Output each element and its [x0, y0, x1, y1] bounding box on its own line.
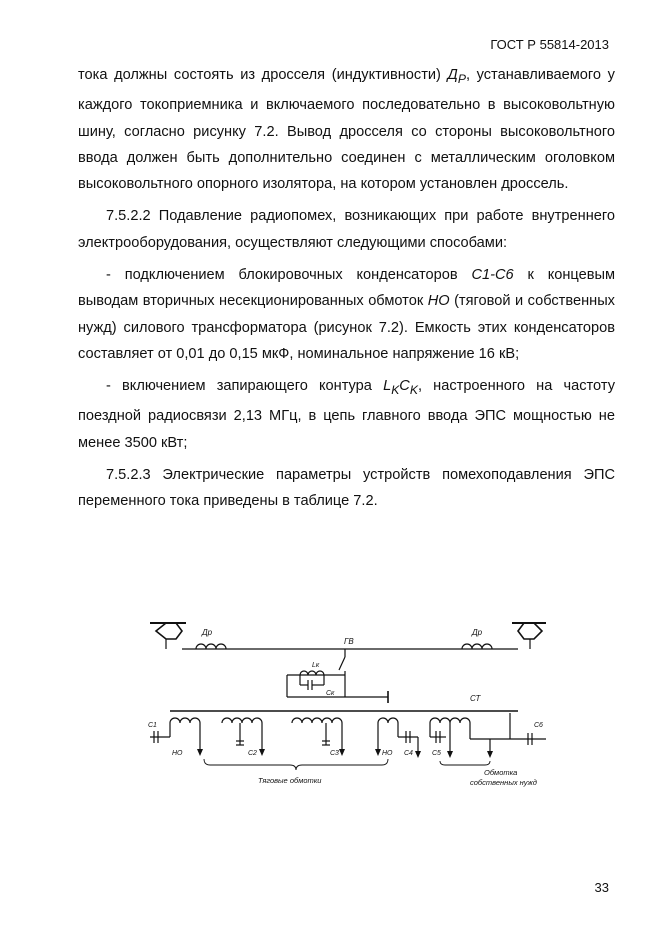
trap-circuit-symbol: [383, 378, 418, 398]
arrow-icon: [259, 749, 265, 756]
choke-symbol: [447, 67, 466, 86]
symbol-c: C: [399, 378, 410, 395]
gv-switch-icon: [339, 657, 345, 670]
label-c6: С6: [534, 722, 543, 729]
symbol-subscript: Р: [457, 71, 466, 86]
symbol-main: Д: [447, 67, 458, 83]
symbol-c-subscript: K: [409, 383, 418, 398]
text-run: , устанавливаемого у каждого токоприемника и включаемого последовательно в высоковольтную шину, согласно рисунку 7.2. Вывод дросселя со стороны высоковольтного ввода должен быть дополнительно соединен с металлическим оголовком высоковольтного опорного изолятора, на котором установлен дроссель.: [78, 67, 615, 193]
circuit-diagram: [140, 615, 550, 800]
label-dr-left: Др: [202, 628, 213, 637]
label-gv: ГВ: [344, 637, 354, 646]
text-run: , настроенного на частоту поездной радиосвязи 2,13 МГц, в цепь главного ввода ЭПС мощностью не менее 3500 кВт;: [78, 378, 615, 451]
choke-right-icon: [462, 644, 492, 649]
winding-aux-icon: [430, 718, 470, 723]
label-no1: НО: [172, 750, 183, 757]
aux-brace: [440, 761, 490, 765]
arrow-icon: [197, 749, 203, 756]
text-run: - включением запирающего контура: [106, 378, 384, 395]
symbol-l-subscript: K: [391, 383, 400, 398]
label-dr-right: Др: [472, 628, 483, 637]
paragraph-capacitors: [78, 262, 615, 367]
document-header: ГОСТ Р 55814-2013: [490, 37, 609, 52]
choke-left-icon: [196, 644, 226, 649]
winding-traction2-icon: [292, 718, 342, 723]
label-lk: Lк: [312, 662, 320, 669]
winding-no2-icon: [378, 718, 398, 723]
winding-no1-icon: [170, 718, 200, 723]
arrow-icon: [487, 751, 493, 758]
winding-traction1-icon: [222, 718, 262, 723]
label-c5: С5: [432, 750, 441, 757]
arrow-icon: [415, 751, 421, 758]
arrow-icon: [447, 751, 453, 758]
winding-symbol: НО: [427, 293, 450, 310]
arrow-icon: [375, 749, 381, 756]
label-st: СТ: [470, 694, 481, 703]
label-c1: С1: [148, 722, 157, 729]
text-run: тока должны состоять из дросселя (индуктивности): [78, 67, 448, 83]
label-aux-2: собственных нужд: [470, 778, 537, 787]
arrow-icon: [339, 749, 345, 756]
label-c3: С3: [330, 750, 339, 757]
symbol-l: L: [383, 378, 392, 395]
pantograph-right-icon: [518, 623, 542, 639]
label-c2: С2: [248, 750, 257, 757]
traction-brace: [204, 759, 388, 770]
paragraph-7-5-2-2: 7.5.2.2 Подавление радиопомех, возникающих при работе внутреннего электрооборудования, осуществляют следующими способами:: [78, 208, 615, 251]
pantograph-left-icon: [156, 623, 182, 639]
capacitor-symbols: С1-С6: [471, 266, 514, 283]
paragraph-choke: [78, 62, 615, 197]
label-traction: Тяговые обмотки: [258, 776, 322, 785]
page-number: 33: [594, 880, 609, 895]
text-run: (тяговой и собственных нужд) силового трансформатора (рисунок 7.2). Емкость этих конденсаторов составляет от 0,01 до 0,15 мкФ, номинальное напряжение 16 кВ;: [78, 293, 615, 362]
label-no2: НО: [382, 750, 393, 757]
text-run: - подключением блокировочных конденсаторов: [106, 266, 472, 283]
paragraph-trap-circuit: [78, 373, 615, 456]
label-aux-1: Обмотка: [484, 768, 518, 777]
text-run: к концевым выводам вторичных несекционированных обмоток: [78, 266, 616, 310]
body-text: [78, 62, 615, 515]
label-ck: Cк: [326, 690, 335, 697]
label-c4: С4: [404, 750, 413, 757]
paragraph-7-5-2-3: 7.5.2.3 Электрические параметры устройств помехоподавления ЭПС переменного тока приведены в таблице 7.2.: [78, 466, 615, 510]
